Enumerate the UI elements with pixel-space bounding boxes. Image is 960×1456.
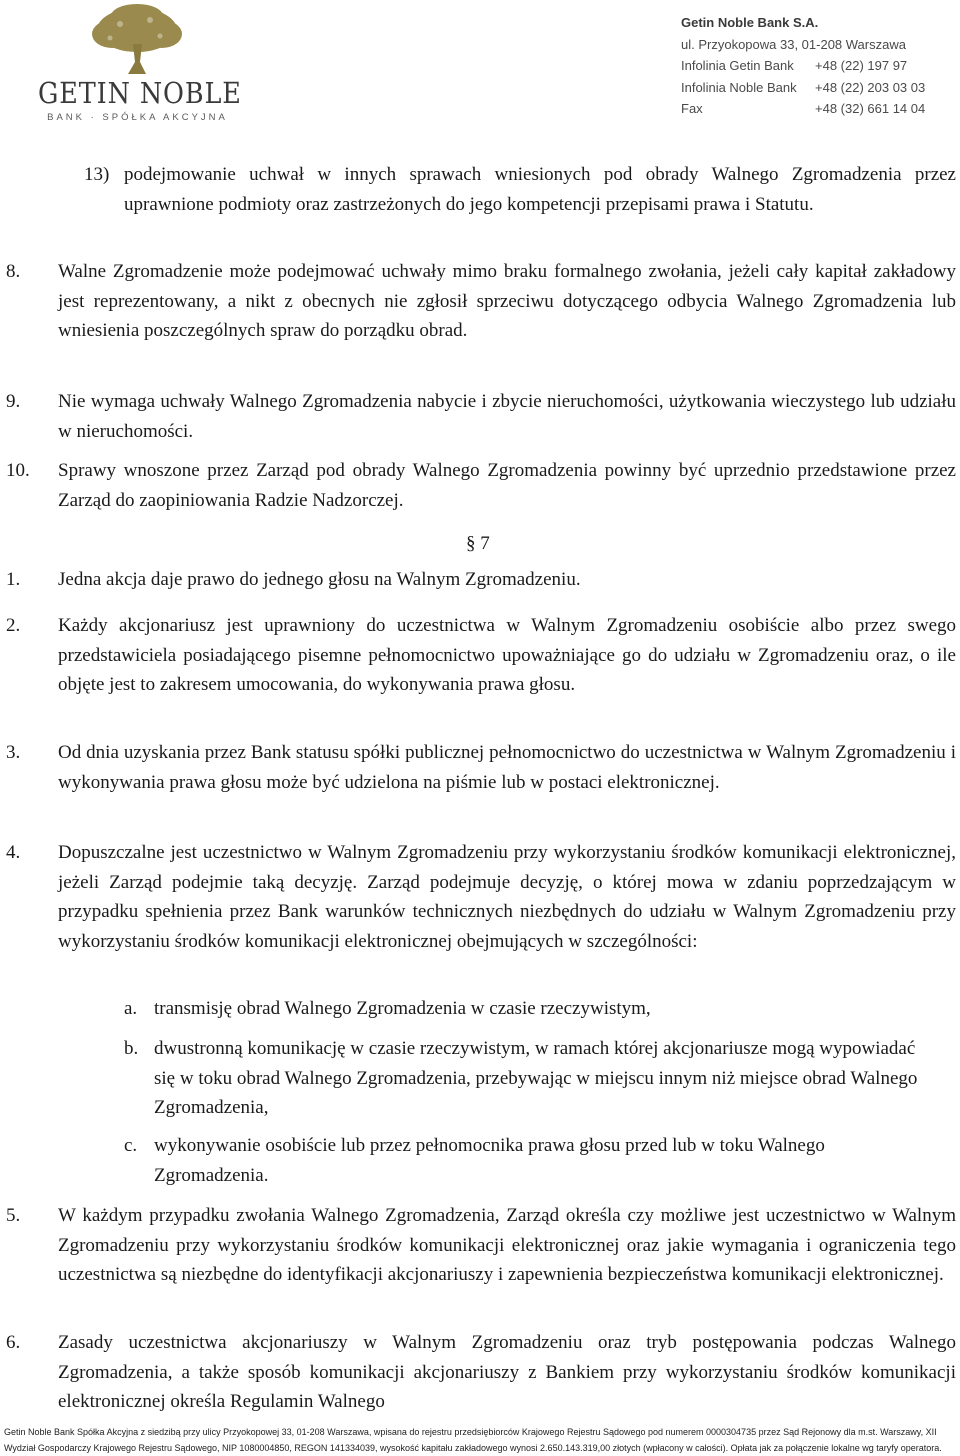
item-text: Zasady uczestnictwa akcjonariuszy w Walnym Zgromadzeniu oraz tryb postępowania podczas Walnego Zgromadzenia, a także sposób komunikacji akcjonariuszy z Bankiem przy wykorzystaniu środków komunikacji elektronicznej określa Regulamin Walnego xyxy=(58,1332,956,1412)
sub-list-item xyxy=(124,1034,924,1123)
item-number: 8. xyxy=(6,261,21,282)
contact-value: +48 (22) 203 03 03 xyxy=(815,79,926,95)
company-name: Getin Noble Bank S.A. xyxy=(681,15,819,30)
list-item xyxy=(6,387,956,446)
item-number: 10. xyxy=(6,460,30,481)
list-item xyxy=(6,738,956,797)
list-item xyxy=(6,257,956,346)
item-text: Każdy akcjonariusz jest uprawniony do uczestnictwa w Walnym Zgromadzeniu osobiście albo przez swego przedstawiciela posiadającego pisemne pełnomocnictwo upoważniające go do udziału w Zgromadzeniu oraz, o ile objęte jest to zakresem umocowania, do wykonywania prawa głosu. xyxy=(58,615,956,695)
contact-row xyxy=(681,55,925,77)
sub-list-item xyxy=(124,1131,924,1190)
logo-wordmark: GETIN NOBLE xyxy=(38,76,242,110)
item-text: transmisję obrad Walnego Zgromadzenia w czasie rzeczywistym, xyxy=(154,998,651,1019)
list-item xyxy=(6,1328,956,1420)
legal-footer xyxy=(0,1424,960,1456)
item-text: Nie wymaga uchwały Walnego Zgromadzenia nabycie i zbycie nieruchomości, użytkowania wieczystego lub udziału w nieruchomości. xyxy=(58,391,956,442)
item-text: W każdym przypadku zwołania Walnego Zgromadzenia, Zarząd określa czy możliwe jest uczestnictwo w Walnym Zgromadzeniu przy wykorzystaniu środków komunikacji elektronicznej oraz jakie wymagania i ograniczenia tego uczestnictwa są niezbędne do identyfikacji akcjonariuszy i zapewnienia bezpieczeństwa komunikacji elektronicznej. xyxy=(58,1205,956,1285)
list-item xyxy=(6,838,956,956)
item-text: Dopuszczalne jest uczestnictwo w Walnym Zgromadzeniu przy wykorzystaniu środków komunikacji elektronicznej, jeżeli Zarząd podejmie taką decyzję. Zarząd podejmuje decyzję, o której mowa w zdaniu poprzedzającym w przypadku spełnienia przez Bank warunków technicznych niezbędnych do udziału w Walnym Zgromadzeniu przy wykorzystaniu środków komunikacji elektronicznej obejmujących w szczególności: xyxy=(58,842,956,952)
contact-value: +48 (32) 661 14 04 xyxy=(815,101,926,116)
item-number: 6. xyxy=(6,1332,21,1353)
item-number: 3. xyxy=(6,742,21,763)
item-letter: b. xyxy=(124,1038,139,1059)
contact-value: +48 (22) 197 97 xyxy=(815,58,908,73)
contact-row xyxy=(681,98,925,120)
item-text: dwustronną komunikację w czasie rzeczywistym, w ramach której akcjonariusze mogą wypowiadać się w toku obrad Walnego Zgromadzenia, przebywając w miejscu innym niż miejsce obrad Walnego Zgromadzenia, xyxy=(154,1038,918,1118)
tree-icon xyxy=(90,4,185,76)
footer-line: Wydział Gospodarczy Krajowego Rejestru Sądowego, NIP 1080004850, REGON 141334039, wysokość kapitału zakładowego wynosi 2.650.143.319,00 złotych (wpłacony w całości). Opłata jak za połączenie lokalne wg taryfy operatora. xyxy=(4,1443,942,1453)
item-text: Od dnia uzyskania przez Bank statusu spółki publicznej pełnomocnictwo do uczestnictwa w Walnym Zgromadzeniu i wykonywania prawa głosu może być udzielona na piśmie lub w postaci elektronicznej. xyxy=(58,742,956,793)
item-number: 9. xyxy=(6,391,21,412)
item-letter: c. xyxy=(124,1135,138,1156)
footer-line: Getin Noble Bank Spółka Akcyjna z siedzibą przy ulicy Przyokopowej 33, 01-208 Warszawa, wpisana do rejestru przedsiębiorców Krajowego Rejestru Sądowego pod numerem 0000304735 przez Sąd Rejonowy dla m.st. Warszawy, XII xyxy=(4,1427,937,1437)
contact-label: Infolinia Getin Bank xyxy=(681,58,794,73)
list-item xyxy=(6,565,956,595)
letterhead xyxy=(0,0,960,140)
list-item xyxy=(6,1201,956,1290)
sub-list-item xyxy=(124,994,924,1024)
item-text: Jedna akcja daje prawo do jednego głosu na Walnym Zgromadzeniu. xyxy=(58,569,581,590)
logo-tagline: BANK · SPÓŁKA AKCYJNA xyxy=(47,112,228,123)
item-text: podejmowanie uchwał w innych sprawach wniesionych pod obrady Walnego Zgromadzenia przez uprawnione podmioty oraz zastrzeżonych do jego kompetencji przepisami prawa i Statutu. xyxy=(124,164,956,215)
item-letter: a. xyxy=(124,998,138,1019)
item-text: Sprawy wnoszone przez Zarząd pod obrady Walnego Zgromadzenia powinny być uprzednio przedstawione przez Zarząd do zaopiniowania Radzie Nadzorczej. xyxy=(58,460,956,511)
contact-label: Infolinia Noble Bank xyxy=(681,79,797,95)
list-item xyxy=(84,160,956,219)
getin-noble-logo xyxy=(30,4,245,122)
contact-row xyxy=(681,77,925,99)
item-number: 5. xyxy=(6,1205,21,1226)
item-number: 1. xyxy=(6,569,21,590)
item-text: Walne Zgromadzenie może podejmować uchwały mimo braku formalnego zwołania, jeżeli cały kapitał zakładowy jest reprezentowany, a nikt z obecnych nie zgłosił sprzeciwu dotyczącego odbycia Walnego Zgromadzenia lub wniesienia poszczególnych spraw do porządku obrad. xyxy=(58,261,956,341)
contact-label: Fax xyxy=(681,101,703,116)
item-number: 4. xyxy=(6,842,21,863)
section-heading: § 7 xyxy=(466,533,490,554)
company-address: ul. Przyokopowa 33, 01-208 Warszawa xyxy=(681,36,906,52)
item-number: 13) xyxy=(84,164,110,185)
list-item xyxy=(6,611,956,700)
item-number: 2. xyxy=(6,615,21,636)
contact-block xyxy=(681,12,925,120)
list-item xyxy=(6,456,956,515)
item-text: wykonywanie osobiście lub przez pełnomocnika prawa głosu przed lub w toku Walnego Zgromadzenia. xyxy=(154,1135,825,1186)
